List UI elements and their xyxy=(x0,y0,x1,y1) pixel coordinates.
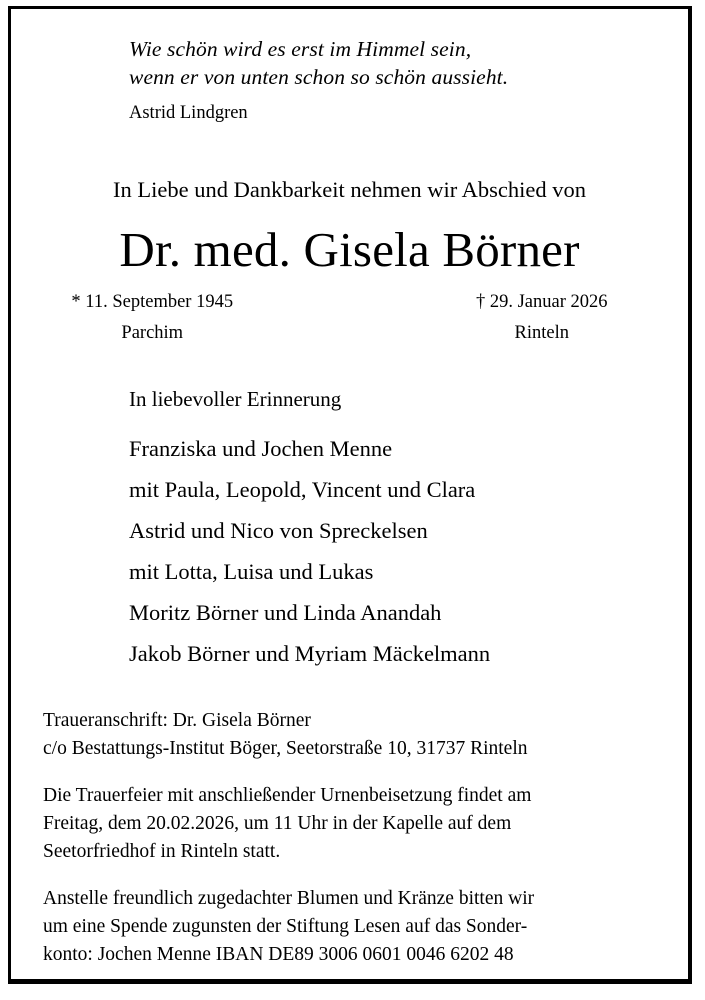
birth-place: Parchim xyxy=(121,323,184,343)
quote-line-1: Wie schön wird es erst im Himmel sein, xyxy=(129,37,472,61)
ceremony-paragraph xyxy=(43,782,673,866)
ceremony-line-1: Die Trauerfeier mit anschließender Urnenbeisetzung findet am xyxy=(43,785,532,806)
death-date: † 29. Januar 2026 xyxy=(475,292,608,312)
family-line: mit Paula, Leopold, Vincent und Clara xyxy=(129,477,476,502)
donation-line-3: konto: Jochen Menne IBAN DE89 3006 0601 0046 6202 48 xyxy=(43,944,514,965)
family-memory-block xyxy=(129,384,669,674)
donation-line-1: Anstelle freundlich zugedachter Blumen und Kränze bitten wir xyxy=(43,888,535,909)
memorial-quote xyxy=(129,35,669,126)
family-line: Moritz Börner und Linda Anandah xyxy=(129,600,442,625)
quote-line-2: wenn er von unten schon so schön aussieht. xyxy=(129,65,509,89)
obituary-notice-card xyxy=(8,6,692,984)
obituary-content xyxy=(11,9,688,979)
life-dates-row xyxy=(11,290,688,346)
death-column xyxy=(350,290,689,346)
donation-paragraph xyxy=(43,885,673,969)
intro-text: In Liebe und Dankbarkeit nehmen wir Abschied von xyxy=(113,177,586,202)
mourning-address-line-2: c/o Bestattungs-Institut Böger, Seetorstraße 10, 31737 Rinteln xyxy=(43,738,528,759)
ceremony-line-3: Seetorfriedhof in Rinteln statt. xyxy=(43,841,281,862)
deceased-name: Dr. med. Gisela Börner xyxy=(119,222,580,277)
memory-heading: In liebevoller Erinnerung xyxy=(129,387,342,411)
donation-line-2: um eine Spende zugunsten der Stiftung Lesen auf das Sonder- xyxy=(43,916,528,937)
mourning-address-line-1: Traueranschrift: Dr. Gisela Börner xyxy=(43,710,311,731)
family-line: mit Lotta, Luisa und Lukas xyxy=(129,559,374,584)
birth-column xyxy=(11,290,350,346)
death-place: Rinteln xyxy=(514,323,569,343)
information-block xyxy=(43,707,673,969)
family-line: Jakob Börner und Myriam Mäckelmann xyxy=(129,641,491,666)
family-line: Astrid und Nico von Spreckelsen xyxy=(129,518,428,543)
family-line: Franziska und Jochen Menne xyxy=(129,436,393,461)
ceremony-line-2: Freitag, dem 20.02.2026, um 11 Uhr in der Kapelle auf dem xyxy=(43,813,512,834)
birth-date: * 11. September 1945 xyxy=(71,292,234,312)
quote-author: Astrid Lindgren xyxy=(129,103,248,123)
mourning-address-paragraph xyxy=(43,707,673,763)
